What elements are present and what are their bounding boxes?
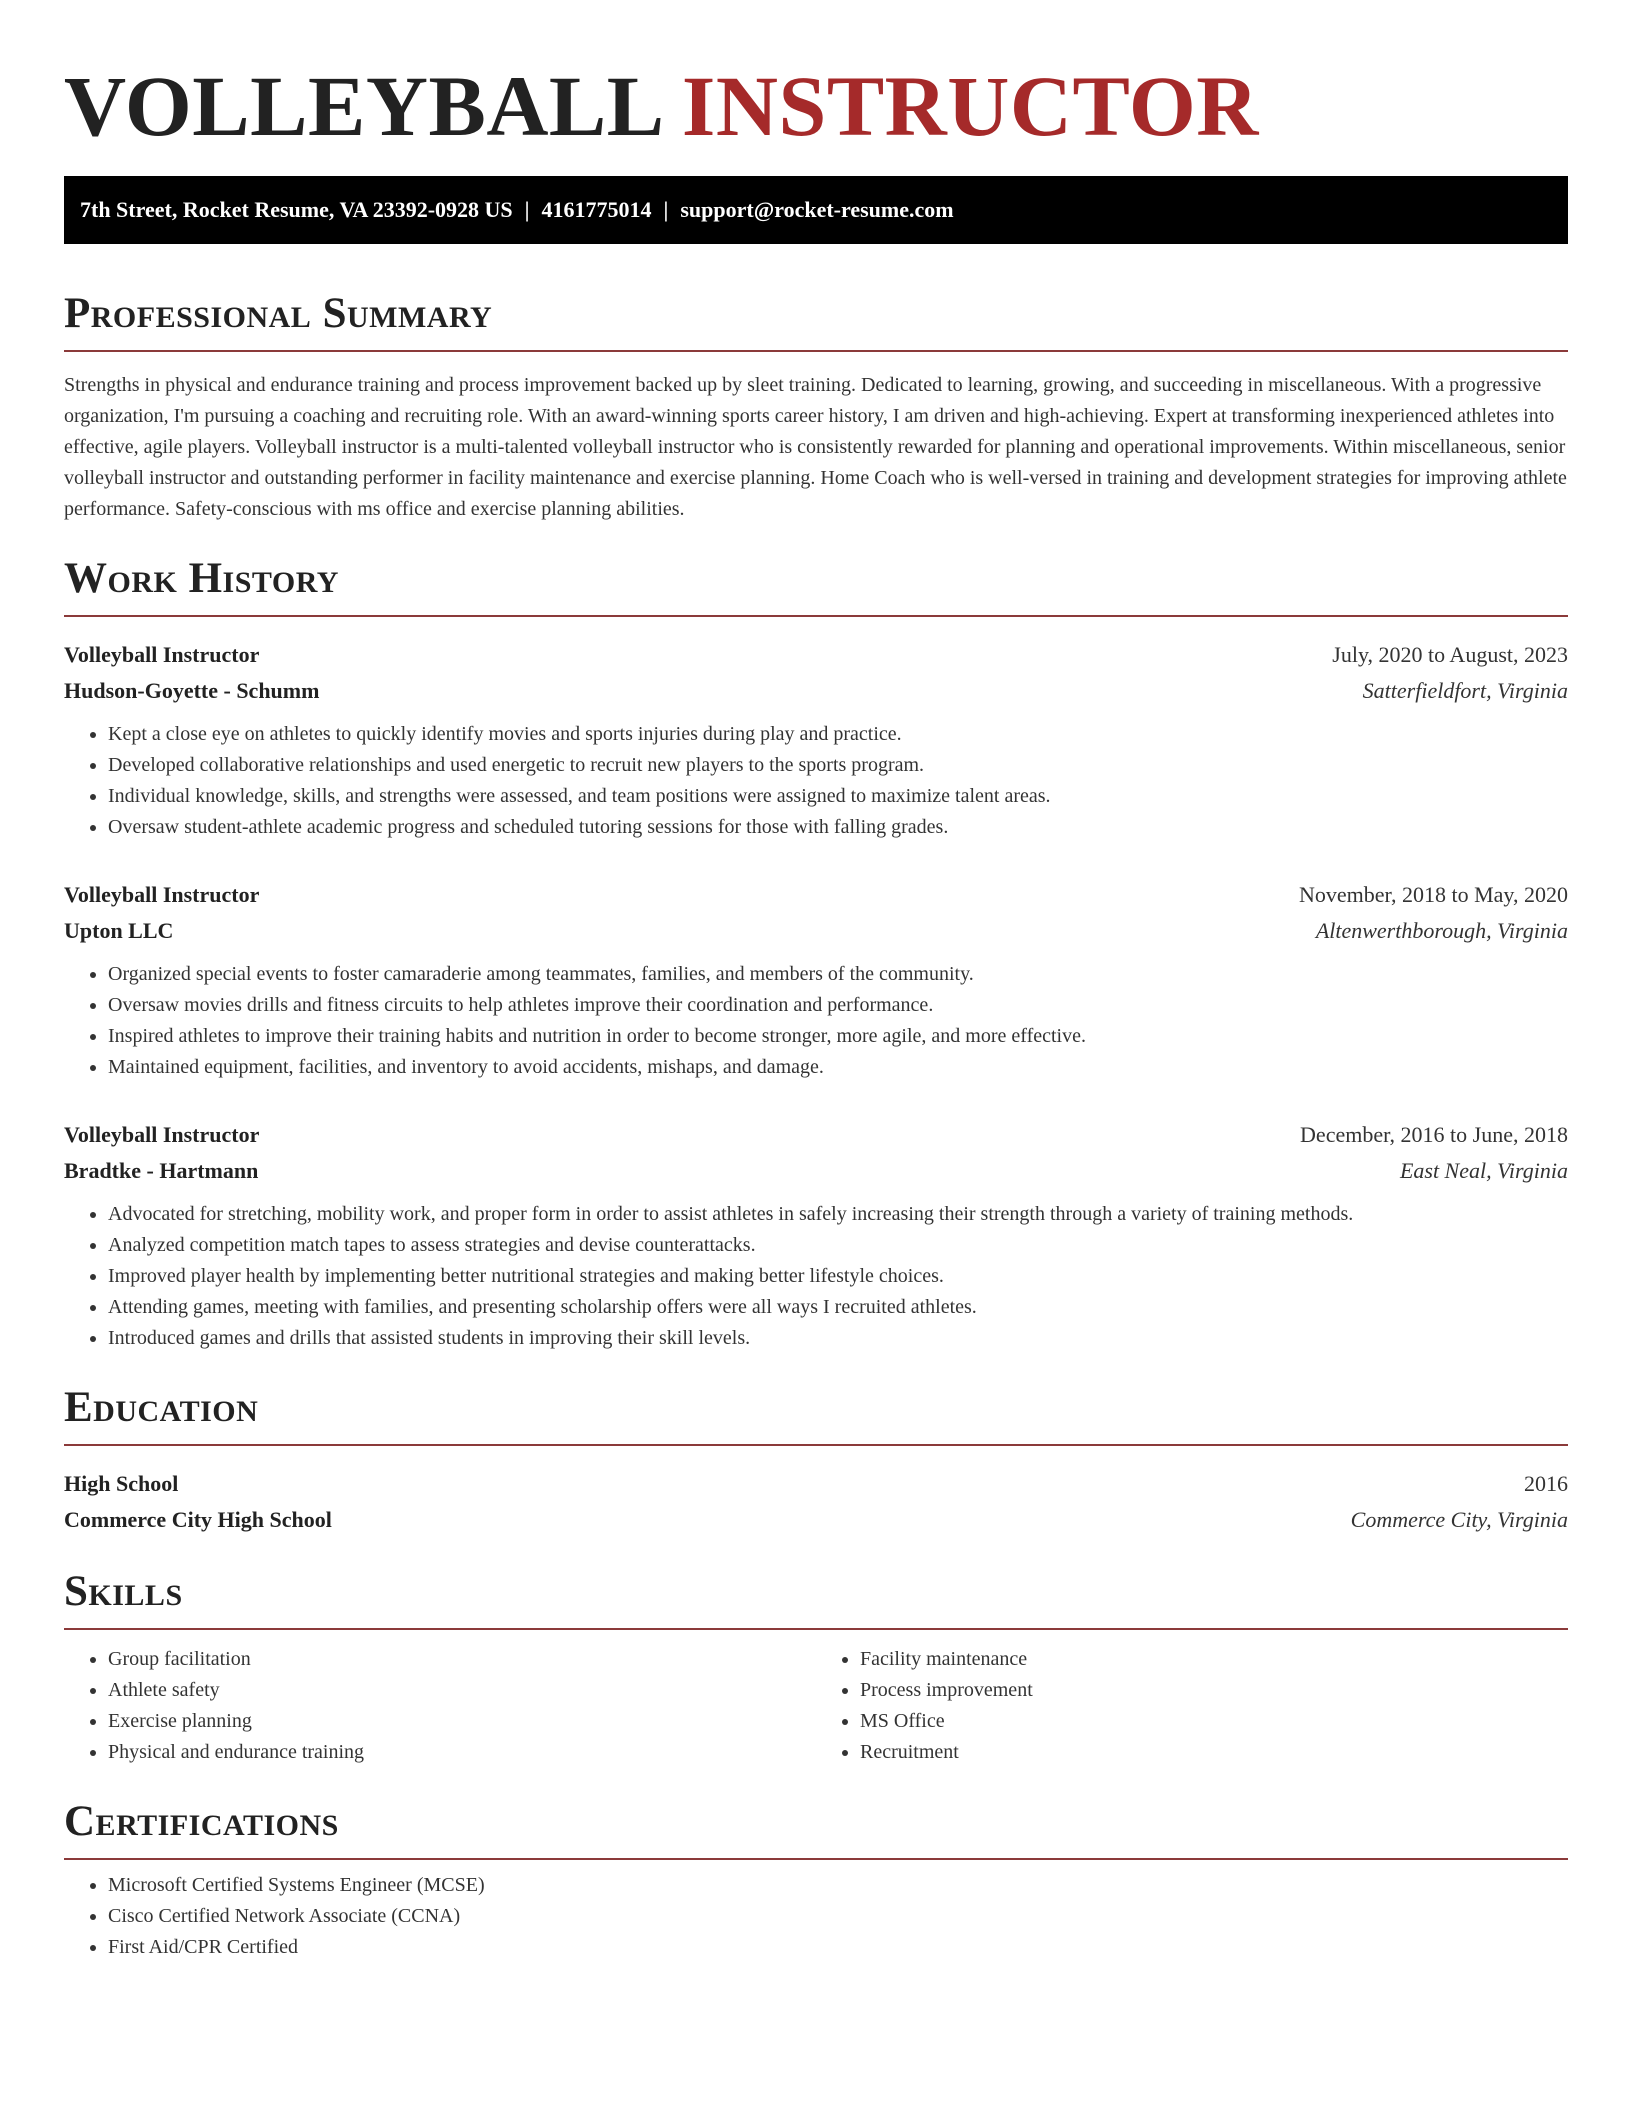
section-divider — [64, 1858, 1568, 1860]
skill-item: • Process improvement — [860, 1675, 1568, 1706]
skill-item: • Exercise planning — [108, 1706, 816, 1737]
job-role: Volleyball Instructor — [64, 642, 260, 667]
certification-item: • Microsoft Certified Systems Engineer (MCSE) — [108, 1870, 1568, 1901]
skill-item: • MS Office — [860, 1706, 1568, 1737]
job-bullet: • Maintained equipment, facilities, and inventory to avoid accidents, mishaps, and damage. — [108, 1052, 1568, 1083]
job-bullet: • Advocated for stretching, mobility work, and proper form in order to assist athletes in safely increasing their strength through a variety of training methods. — [108, 1199, 1568, 1230]
job-bullet: • Improved player health by implementing better nutritional strategies and making better lifestyle choices. — [108, 1261, 1568, 1292]
job-role: Volleyball Instructor — [64, 882, 260, 907]
name-last: INSTRUCTOR — [681, 58, 1259, 154]
section-divider — [64, 350, 1568, 352]
job-entry — [64, 637, 1568, 843]
work-history-heading: Work History — [64, 555, 339, 602]
job-entry — [64, 1117, 1568, 1354]
job-bullets — [64, 719, 1568, 843]
section-divider — [64, 1444, 1568, 1446]
job-dates: December, 2016 to June, 2018 — [1300, 1122, 1568, 1147]
education-heading: Education — [64, 1384, 259, 1431]
job-bullet: • Individual knowledge, skills, and strengths were assessed, and team positions were assigned to maximize talent areas. — [108, 781, 1568, 812]
skills-heading: Skills — [64, 1568, 183, 1615]
skills-columns — [64, 1644, 1568, 1768]
job-dates: July, 2020 to August, 2023 — [1332, 642, 1568, 667]
job-location: East Neal, Virginia — [1399, 1158, 1568, 1183]
summary-heading: Professional Summary — [64, 290, 493, 337]
certifications-heading: Certifications — [64, 1798, 339, 1845]
job-bullet: • Attending games, meeting with families, and presenting scholarship offers were all ways I recruited athletes. — [108, 1292, 1568, 1323]
contact-separator: | — [663, 197, 669, 222]
skills-list-left — [64, 1644, 816, 1768]
education-location: Commerce City, Virginia — [1350, 1507, 1568, 1532]
job-company: Bradtke - Hartmann — [64, 1158, 259, 1183]
skill-item: • Recruitment — [860, 1737, 1568, 1768]
job-dates: November, 2018 to May, 2020 — [1299, 882, 1568, 907]
job-bullet: • Kept a close eye on athletes to quickly identify movies and sports injuries during play and practice. — [108, 719, 1568, 750]
job-location: Altenwerthborough, Virginia — [1315, 918, 1568, 943]
job-company: Hudson-Goyette - Schumm — [64, 678, 320, 703]
contact-bar — [64, 176, 1568, 244]
job-bullet: • Oversaw student-athlete academic progress and scheduled tutoring sessions for those with falling grades. — [108, 812, 1568, 843]
contact-separator: | — [524, 197, 530, 222]
certification-item: • First Aid/CPR Certified — [108, 1932, 1568, 1963]
certification-item: • Cisco Certified Network Associate (CCNA) — [108, 1901, 1568, 1932]
name-first: VOLLEYBALL — [64, 58, 660, 154]
resume-name — [64, 0, 1568, 156]
job-bullets — [64, 1199, 1568, 1354]
job-bullet: • Inspired athletes to improve their training habits and nutrition in order to become stronger, more agile, and more effective. — [108, 1021, 1568, 1052]
job-bullets — [64, 959, 1568, 1083]
job-bullet: • Developed collaborative relationships and used energetic to recruit new players to the sports program. — [108, 750, 1568, 781]
job-role: Volleyball Instructor — [64, 1122, 260, 1147]
education-degree: High School — [64, 1471, 179, 1496]
skill-item: • Athlete safety — [108, 1675, 816, 1706]
section-divider — [64, 615, 1568, 617]
skill-item: • Facility maintenance — [860, 1644, 1568, 1675]
job-bullet: • Introduced games and drills that assisted students in improving their skill levels. — [108, 1323, 1568, 1354]
education-school: Commerce City High School — [64, 1507, 332, 1532]
job-location: Satterfieldfort, Virginia — [1362, 678, 1568, 703]
job-bullet: • Oversaw movies drills and fitness circuits to help athletes improve their coordination and performance. — [108, 990, 1568, 1021]
contact-phone: 4161775014 — [541, 197, 652, 222]
contact-email: support@rocket-resume.com — [680, 197, 954, 222]
job-bullet: • Organized special events to foster camaraderie among teammates, families, and members of the community. — [108, 959, 1568, 990]
contact-address: 7th Street, Rocket Resume, VA 23392-0928 US — [80, 197, 513, 222]
skills-list-right — [816, 1644, 1568, 1768]
job-bullet: • Analyzed competition match tapes to assess strategies and devise counterattacks. — [108, 1230, 1568, 1261]
job-company: Upton LLC — [64, 918, 174, 943]
summary-text: Strengths in physical and endurance training and process improvement backed up by sleet training. Dedicated to learning, growing, and succeeding in miscellaneous. With a progressive organization, I'm pursuing a coaching and recruiting role. With an award-winning sports career history, I am driven and high-achieving. Expert at transforming inexperienced athletes into effective, agile players. Volleyball instructor is a multi-talented volleyball instructor who is consistently rewarded for planning and operational improvements. Within miscellaneous, senior volleyball instructor and outstanding performer in facility maintenance and exercise planning. Home Coach who is well-versed in training and development strategies for improving athlete performance. Safety-conscious with ms office and exercise planning abilities. — [64, 374, 1567, 520]
education-entry — [64, 1466, 1568, 1538]
certifications-list — [64, 1870, 1568, 1963]
job-entry — [64, 877, 1568, 1083]
skill-item: • Group facilitation — [108, 1644, 816, 1675]
skill-item: • Physical and endurance training — [108, 1737, 816, 1768]
education-year: 2016 — [1524, 1471, 1568, 1496]
section-divider — [64, 1628, 1568, 1630]
